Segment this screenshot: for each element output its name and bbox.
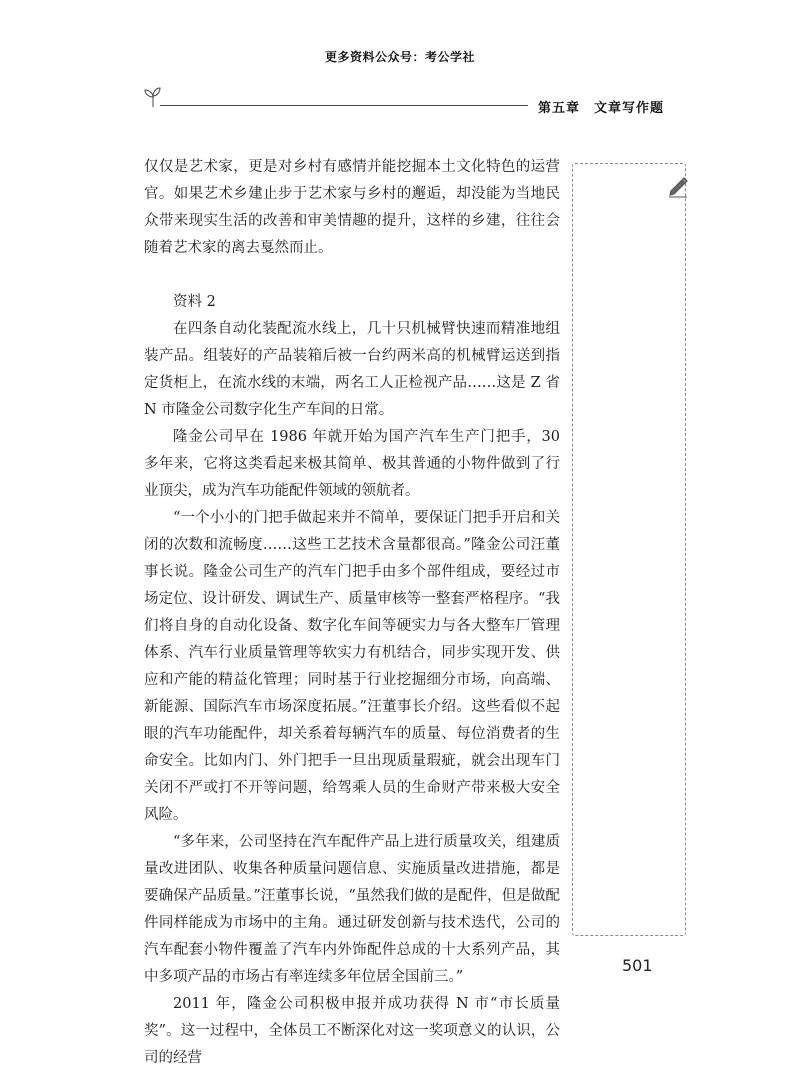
header-rule [160, 105, 528, 106]
notes-margin-box [572, 163, 686, 936]
paragraph: 隆金公司早在 1986 年就开始为国产汽车生产门把手，30 多年来，它将这类看起来极其简单、极其普通的小物件做到了行业顶尖，成为汽车功能配件领域的领航者。 [144, 429, 560, 499]
article-body [144, 154, 560, 1072]
paragraph: 2011 年，隆金公司积极申报并成功获得 N 市“市长质量奖”。这一过程中，全体员工不断深化对这一奖项意义的认识，公司的经营 [144, 996, 560, 1066]
page-number: 501 [622, 956, 653, 975]
chapter-heading [538, 97, 664, 116]
material-heading: 资料 2 [173, 294, 216, 310]
paragraph: “一个小小的门把手做起来并不简单，要保证门把手开启和关闭的次数和流畅度……这些工艺技术含量都很高。”隆金公司汪董事长说。隆金公司生产的汽车门把手由多个部件组成，要经过市场定位、设计研发、调试生产、质量审核等一整套严格程序。“我们将自身的自动化设备、数字化车间等硬实力与各大整车厂管理体系、汽车行业质量管理等软实力有机结合，同步实现开发、供应和产能的精益化管理；同时基于行业挖掘细分市场，向高端、新能源、国际汽车市场深度拓展。”汪董事长介绍。这些看似不起眼的汽车功能配件，却关系着每辆汽车的质量、每位消费者的生命安全。比如内门、外门把手一旦出现质量瑕疵，就会出现车门关闭不严或打不开等问题，给驾乘人员的生命财产带来极大安全风险。 [144, 510, 560, 823]
chapter-title: 文章写作题 [594, 101, 665, 116]
top-banner: 更多资料公众号：考公学社 [324, 50, 475, 64]
chapter-number: 第五章 [538, 101, 581, 116]
pencil-icon [667, 174, 689, 198]
paragraph: 在四条自动化装配流水线上，几十只机械臂快速而精准地组装产品。组装好的产品装箱后被一台约两米高的机械臂运送到指定货柜上，在流水线的末端，两名工人正检视产品……这是 Z 省 N 市隆金公司数字化生产车间的日常。 [144, 321, 560, 418]
paragraph: “多年来，公司坚持在汽车配件产品上进行质量攻关，组建质量改进团队、收集各种质量问题信息、实施质量改进措施，都是要确保产品质量。”汪董事长说，“虽然我们做的是配件，但是做配件同样能成为市场中的主角。通过研发创新与技术迭代，公司的汽车配套小物件覆盖了汽车内外饰配件总成的十大系列产品，其中多项产品的市场占有率连续多年位居全国前三。” [144, 834, 560, 985]
paragraph-continued: 仅仅是艺术家，更是对乡村有感情并能挖掘本土文化特色的运营官。如果艺术乡建止步于艺术家与乡村的邂逅，却没能为当地民众带来现实生活的改善和审美情趣的提升，这样的乡建，往往会随着艺术家的离去戛然而止。 [144, 159, 560, 256]
